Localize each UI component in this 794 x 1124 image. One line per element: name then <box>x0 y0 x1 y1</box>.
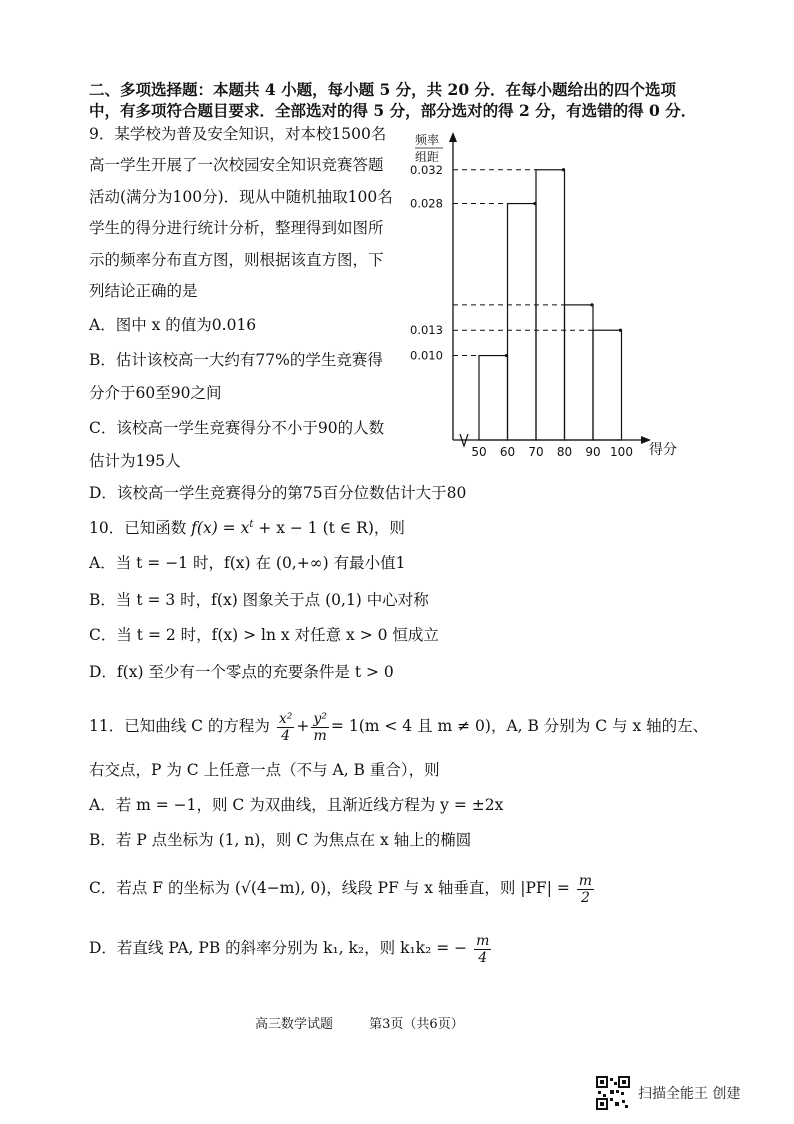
q10-stem-sup: t <box>249 519 254 530</box>
q11-optd-num: m <box>476 932 490 949</box>
y-tick-label-0.028: 0.028 <box>410 196 443 211</box>
q11-stem-prefix: 11．已知曲线 C 的方程为 <box>89 717 270 735</box>
q9-stem-line: 列结论正确的是 <box>89 282 198 300</box>
q9-stem-line: 学生的得分进行统计分析，整理得到如图所 <box>89 219 384 237</box>
bar-90-100 <box>593 330 622 440</box>
q9-option-c-line1: C．该校高一学生竞赛得分不小于90的人数 <box>89 419 385 437</box>
q9-option-c-line2: 估计为195人 <box>89 452 181 470</box>
q11-stem: 11．已知曲线 C 的方程为 $\frac{\text{x²}}{4}$ + $\frac{\text{y²}}{m}$ = 1(m < 4 且 m ≠ 0)，A, B 分别为 C 与 x 轴的左、 <box>89 710 709 744</box>
q9-option-a: A．图中 x 的值为0.016 <box>89 316 257 334</box>
x-tick-label-80: 80 <box>556 445 573 459</box>
q11-option-c-text: C．若点 F 的坐标为 (√(4−m), 0)，线段 PF 与 x 轴垂直，则 |PF| = <box>89 879 570 897</box>
bar-80-90 <box>565 305 594 440</box>
y-axis-arrow <box>449 132 457 142</box>
q10-stem-rest: + x − 1 (t ∈ R)，则 <box>253 519 405 538</box>
y-tick-label-0.013: 0.013 <box>410 323 443 338</box>
q9-option-b-line1: B．估计该校高一大约有77%的学生竞赛得 <box>89 351 383 369</box>
bar-corner-dot-80-90 <box>590 303 593 306</box>
q10-stem-formula: f(x) = x <box>191 519 250 538</box>
page-footer <box>255 1013 496 1032</box>
section-header-line1: 二、多项选择题：本题共 4 小题，每小题 5 分，共 20 分．在每小题给出的四个选项 <box>89 80 677 99</box>
q10-option-a: A．当 t = −1 时，f(x) 在 (0,+∞) 有最小值1 <box>89 554 406 572</box>
q10-option-c: C．当 t = 2 时，f(x) > ln x 对任意 x > 0 恒成立 <box>89 626 439 644</box>
bar-corner-dot-70-80 <box>562 168 565 171</box>
scanner-watermark <box>596 1076 740 1110</box>
q11-optd-den: 4 <box>478 949 488 966</box>
qr-code-icon <box>596 1076 630 1110</box>
q9-option-b-line2: 分介于60至90之间 <box>89 384 222 402</box>
x-tick-label-90: 90 <box>585 445 601 459</box>
x-tick-label-50: 50 <box>471 445 487 459</box>
q11-option-d <box>89 928 493 968</box>
q11-stem-line2: 右交点，P 为 C 上任意一点（不与 A, B 重合），则 <box>89 761 440 779</box>
q11-frac1-num: x² <box>278 710 293 727</box>
footer-page-number: 第3页（共6页） <box>369 1017 464 1032</box>
q11-frac1-den: 4 <box>281 727 291 744</box>
y-tick-label-0.032: 0.032 <box>410 162 443 177</box>
q11-fraction-x <box>277 711 295 744</box>
y-tick-label-0.010: 0.010 <box>410 348 443 363</box>
footer-title: 高三数学试题 <box>255 1017 334 1032</box>
x-tick-label-100: 100 <box>610 445 633 459</box>
histogram-axes <box>415 132 677 458</box>
frequency-histogram <box>405 128 685 468</box>
q9-stem-line: 活动(满分为100分)．现从中随机抽取100名 <box>89 188 393 206</box>
q10-option-b: B．当 t = 3 时，f(x) 图象关于点 (0,1) 中心对称 <box>89 591 429 609</box>
q9-stem-line: 高一学生开展了一次校园安全知识竞赛答题 <box>89 156 384 174</box>
bar-50-60 <box>479 356 508 440</box>
q9-stem-line: 示的频率分布直方图，则根据该直方图，下 <box>89 251 384 269</box>
q11-stem-after: = 1(m < 4 且 m ≠ 0)，A, B 分别为 C 与 x 轴的左、 <box>330 717 709 735</box>
watermark-text: 扫描全能王 创建 <box>638 1086 741 1102</box>
section-header-line2: 中，有多项符合题目要求．全部选对的得 5 分，部分选对的得 2 分，有选错的得 0 分． <box>89 101 697 120</box>
q11-frac2-num: y² <box>313 710 327 727</box>
bar-60-70 <box>508 204 537 440</box>
q11-option-c-fraction <box>577 873 594 906</box>
bar-70-80 <box>536 170 565 440</box>
q11-option-a: A．若 m = −1，则 C 为双曲线，且渐近线方程为 y = ±2x <box>89 796 504 814</box>
x-tick-label-70: 70 <box>528 445 544 459</box>
q11-option-d-fraction <box>474 933 491 966</box>
y-label-bottom: 组距 <box>415 150 440 164</box>
q11-option-b: B．若 P 点坐标为 (1, n)，则 C 为焦点在 x 轴上的椭圆 <box>89 831 472 849</box>
q9-option-d: D．该校高一学生竞赛得分的第75百分位数估计大于80 <box>89 484 467 502</box>
q11-frac2-den: m <box>313 727 327 744</box>
q10-option-d: D．f(x) 至少有一个零点的充要条件是 t > 0 <box>89 663 394 681</box>
q9-stem-line: 9．某学校为普及安全知识，对本校1500名 <box>89 125 387 143</box>
x-label: 得分 <box>649 442 677 458</box>
q11-optc-num: m <box>578 872 593 889</box>
q11-fraction-y <box>311 711 329 744</box>
q10-stem <box>89 515 405 538</box>
q11-option-d-text: D．若直线 PA, PB 的斜率分别为 k₁, k₂，则 k₁k₂ = − <box>89 939 468 957</box>
q10-stem-prefix: 10．已知函数 <box>89 519 187 538</box>
q11-optc-den: 2 <box>580 889 590 906</box>
x-tick-label-60: 60 <box>499 445 516 459</box>
bar-corner-dot-90-100 <box>619 329 622 332</box>
y-label-top: 频率 <box>415 133 440 147</box>
q11-option-c <box>89 868 596 908</box>
